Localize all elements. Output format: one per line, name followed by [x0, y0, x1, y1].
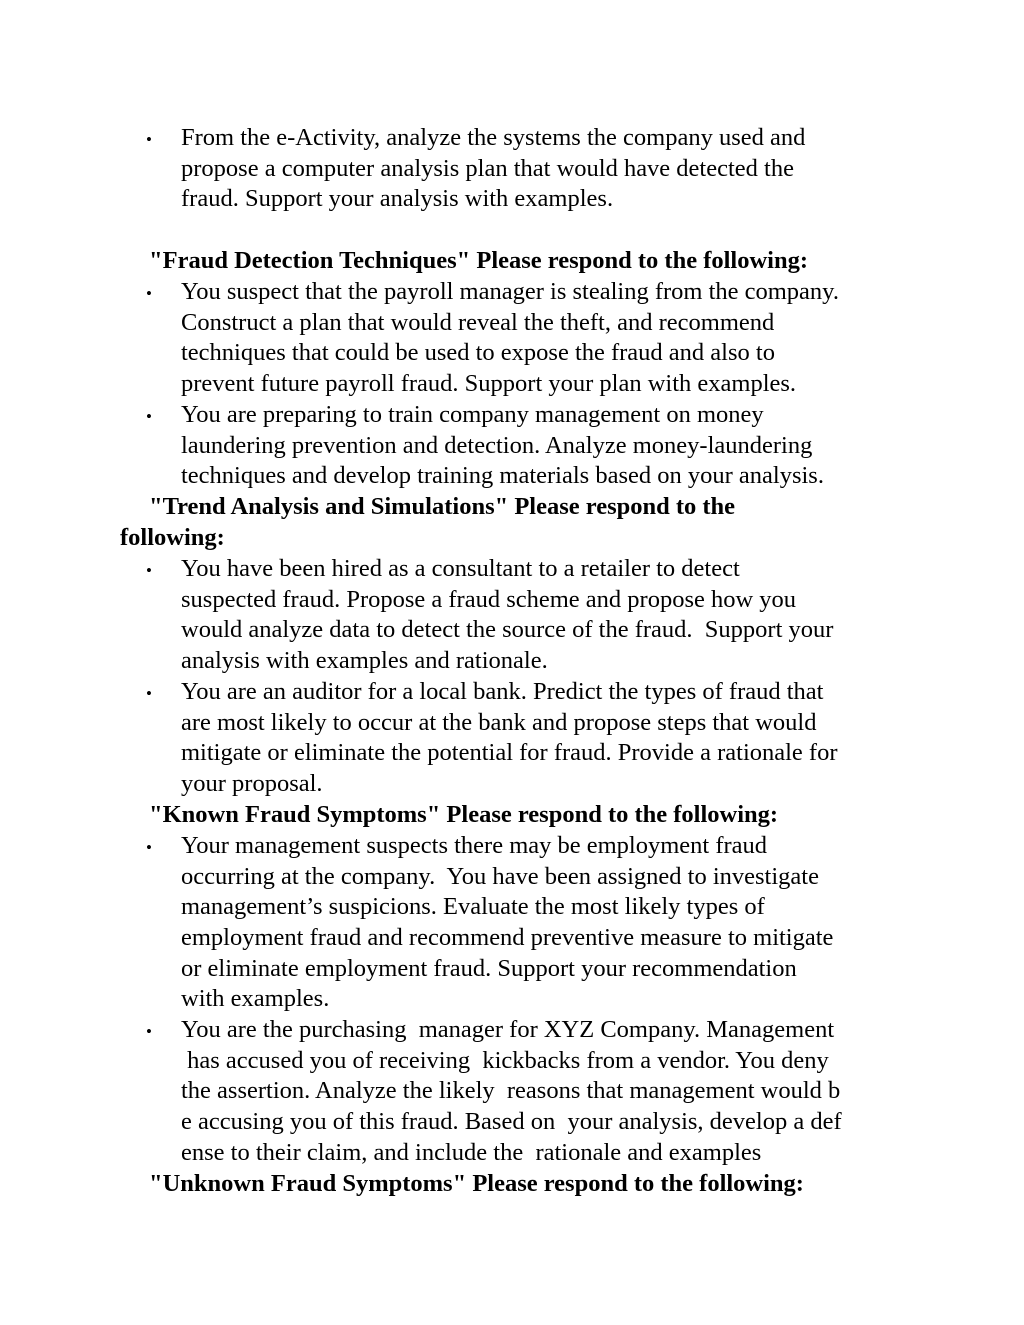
section-heading: "Unknown Fraud Symptoms" Please respond to the following:: [149, 1170, 804, 1197]
bullet-text-line: management’s suspicions. Evaluate the most likely types of: [181, 893, 765, 920]
bullet-text-line: Your management suspects there may be employment fraud: [181, 832, 768, 859]
bullet-text-line: with examples.: [181, 985, 330, 1012]
bullet-text-line: e accusing you of this fraud. Based on your analysis, develop a def: [181, 1108, 842, 1135]
bullet-text-line: occurring at the company. You have been assigned to investigate: [181, 863, 819, 890]
section-heading: "Known Fraud Symptoms" Please respond to the following:: [149, 801, 779, 828]
bullet-text-line: propose a computer analysis plan that would have detected the: [181, 155, 794, 182]
bullet-text-line: techniques and develop training materials based on your analysis.: [181, 462, 824, 489]
bullet-marker: •: [146, 561, 152, 580]
bullet-text-line: ense to their claim, and include the rationale and examples: [181, 1139, 762, 1166]
bullet-text-line: You are preparing to train company management on money: [181, 401, 764, 428]
bullet-text-line: analysis with examples and rationale.: [181, 647, 548, 674]
bullet-text-line: or eliminate employment fraud. Support your recommendation: [181, 955, 797, 982]
bullet-marker: •: [146, 130, 152, 149]
bullet-text-line: are most likely to occur at the bank and propose steps that would: [181, 709, 817, 736]
bullet-text-line: You suspect that the payroll manager is stealing from the company.: [181, 278, 839, 305]
section-heading-continuation: following:: [120, 524, 225, 551]
bullet-text-line: employment fraud and recommend preventive measure to mitigate: [181, 924, 834, 951]
bullet-text-line: prevent future payroll fraud. Support your plan with examples.: [181, 370, 797, 397]
bullet-text-line: mitigate or eliminate the potential for fraud. Provide a rationale for: [181, 739, 838, 766]
bullet-text-line: You are an auditor for a local bank. Predict the types of fraud that: [181, 678, 824, 705]
bullet-marker: •: [146, 284, 152, 303]
bullet-text-line: your proposal.: [181, 770, 323, 797]
bullet-text-line: You are the purchasing manager for XYZ Company. Management: [181, 1016, 835, 1043]
bullet-marker: •: [146, 838, 152, 857]
bullet-text-line: fraud. Support your analysis with examples.: [181, 185, 614, 212]
section-heading: "Trend Analysis and Simulations" Please respond to the: [149, 493, 736, 520]
bullet-text-line: laundering prevention and detection. Analyze money-laundering: [181, 432, 813, 459]
bullet-text-line: techniques that could be used to expose the fraud and also to: [181, 339, 775, 366]
bullet-text-line: the assertion. Analyze the likely reasons that management would b: [181, 1077, 841, 1104]
bullet-text-line: You have been hired as a consultant to a retailer to detect: [181, 555, 740, 582]
bullet-text-line: suspected fraud. Propose a fraud scheme and propose how you: [181, 586, 797, 613]
section-heading: "Fraud Detection Techniques" Please respond to the following:: [149, 247, 808, 274]
bullet-text-line: From the e-Activity, analyze the systems the company used and: [181, 124, 806, 151]
bullet-marker: •: [146, 684, 152, 703]
bullet-marker: •: [146, 1022, 152, 1041]
bullet-text-line: would analyze data to detect the source of the fraud. Support your: [181, 616, 834, 643]
bullet-marker: •: [146, 407, 152, 426]
bullet-text-line: Construct a plan that would reveal the theft, and recommend: [181, 309, 775, 336]
bullet-text-line: has accused you of receiving kickbacks from a vendor. You deny: [181, 1047, 829, 1074]
